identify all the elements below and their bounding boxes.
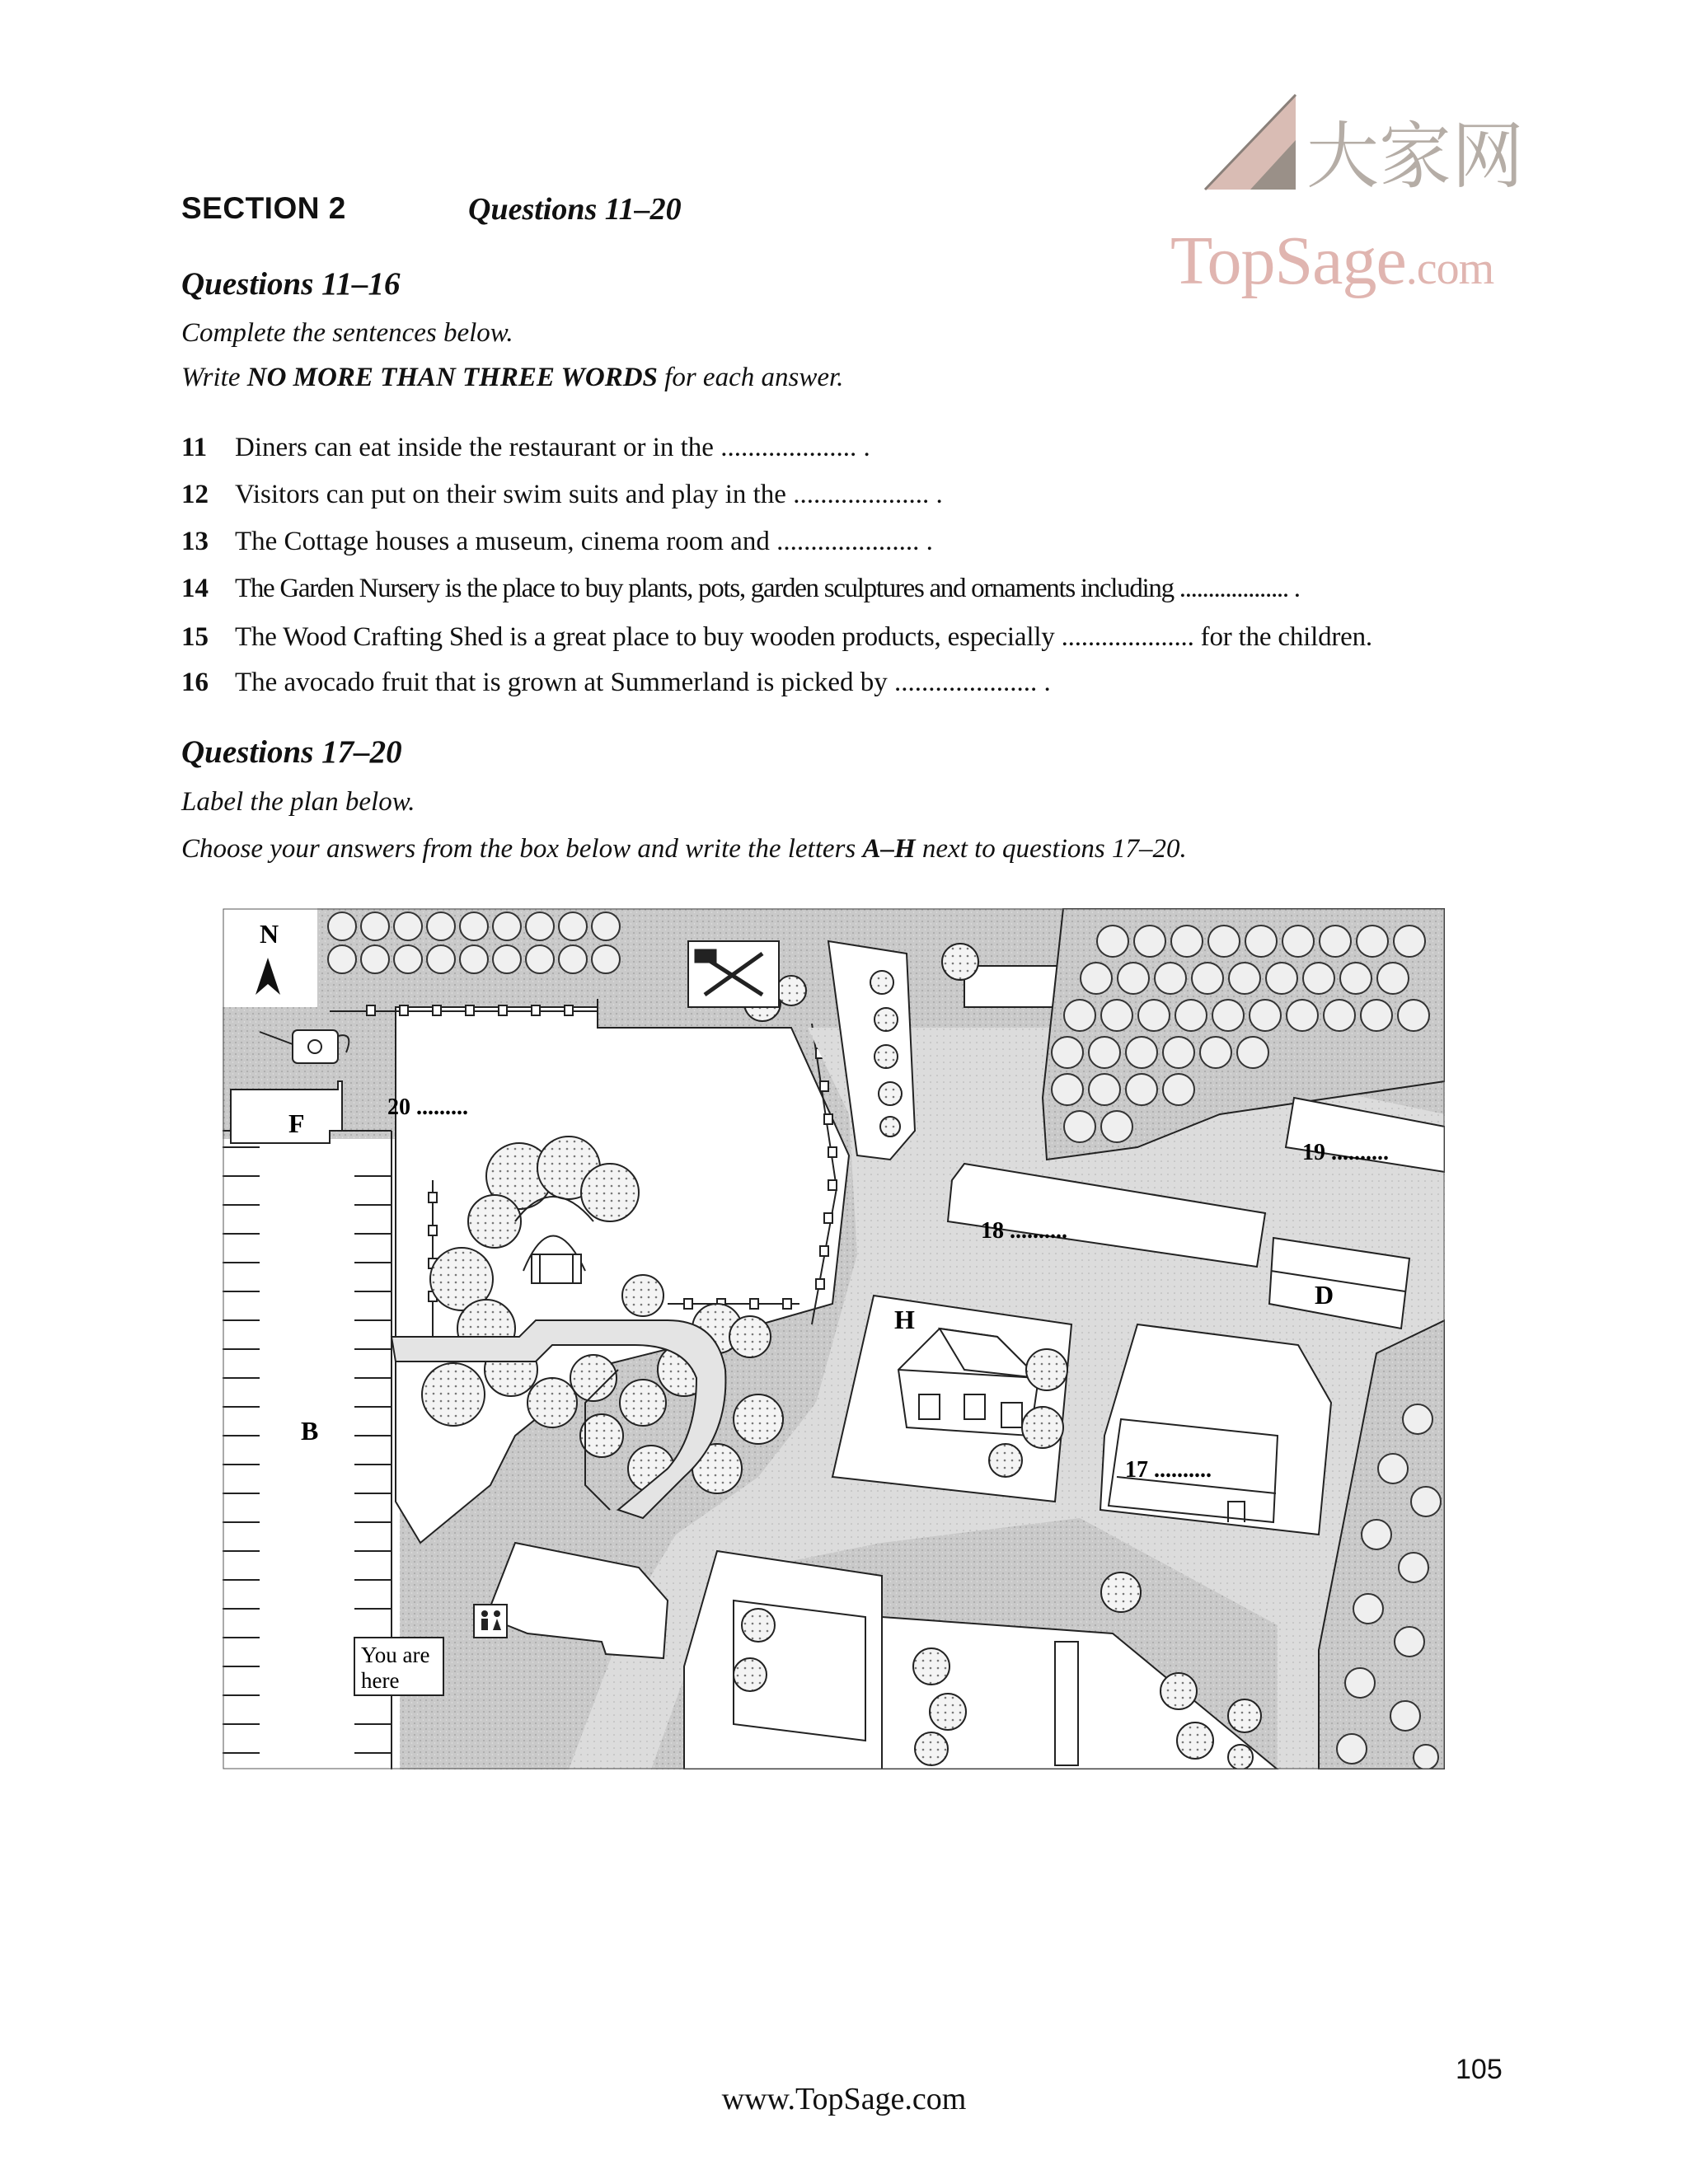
part1-instruction-2-pre: Write <box>181 363 247 392</box>
part2-heading: Questions 17–20 <box>181 734 402 770</box>
question-12-text: Visitors can put on their swim suits and play in the .................... . <box>235 480 943 509</box>
label-b: B <box>301 1416 319 1446</box>
bench-top <box>964 966 1063 1007</box>
question-11-text: Diners can eat inside the restaurant or in the .................... . <box>235 433 870 462</box>
watermark-brand <box>1170 221 1493 301</box>
watermark-brand-name: TopSage <box>1170 223 1406 299</box>
question-16-text: The avocado fruit that is grown at Summerland is picked by ..................... . <box>235 668 1051 697</box>
label-you-are: You are <box>361 1643 430 1667</box>
north-label: N <box>260 919 279 949</box>
part2-instruction-1: Label the plan below. <box>181 787 415 817</box>
long-bench <box>1055 1642 1078 1765</box>
label-here: here <box>361 1668 400 1693</box>
question-12-number: 12 <box>181 480 209 509</box>
label-19: 19 .......... <box>1302 1140 1389 1165</box>
part1-instruction-1: Complete the sentences below. <box>181 318 513 348</box>
watermark-chinese: 大家网 <box>1306 114 1525 199</box>
section-questions-range: Questions 11–20 <box>468 192 682 227</box>
part1-instruction-2-post: for each answer. <box>657 363 844 392</box>
question-14-number: 14 <box>181 574 209 603</box>
part2-instruction-2-post: next to questions 17–20. <box>915 834 1187 864</box>
orchard-top <box>317 908 622 995</box>
label-h: H <box>894 1305 915 1334</box>
question-14-text: The Garden Nursery is the place to buy plants, pots, garden sculptures and ornaments including ................... . <box>235 574 1300 603</box>
part1-heading: Questions 11–16 <box>181 266 401 302</box>
part2-instruction-2-bold: A–H <box>862 834 916 864</box>
watermark-logo-icon <box>1197 91 1304 202</box>
question-13-number: 13 <box>181 527 209 556</box>
label-f: F <box>288 1108 305 1138</box>
watermark-brand-suffix: .com <box>1405 243 1494 294</box>
toilets <box>474 1605 507 1638</box>
label-d: D <box>1315 1280 1334 1310</box>
part1-instruction-2-bold: NO MORE THAN THREE WORDS <box>246 363 658 392</box>
question-16-number: 16 <box>181 668 209 697</box>
question-11-number: 11 <box>181 433 208 462</box>
label-20: 20 ......... <box>387 1094 468 1120</box>
section-title: SECTION 2 <box>181 191 346 225</box>
building-f <box>231 1081 342 1143</box>
question-15-text: The Wood Crafting Shed is a great place to buy wooden products, especially .................... for the children. <box>235 622 1372 652</box>
footer-url: www.TopSage.com <box>721 2082 967 2116</box>
label-17: 17 .......... <box>1125 1457 1212 1483</box>
part1-instruction-2 <box>181 363 843 393</box>
part2-instruction-2-pre: Choose your answers from the box below and write the letters <box>181 834 863 864</box>
question-15-number: 15 <box>181 622 209 652</box>
site-plan-map <box>223 908 1445 1769</box>
tree-top-bench <box>942 944 978 980</box>
question-13-text: The Cottage houses a museum, cinema room and ..................... . <box>235 527 933 556</box>
part2-instruction-2 <box>181 834 1187 865</box>
label-18: 18 .......... <box>981 1218 1067 1244</box>
page-number: 105 <box>1456 2054 1503 2085</box>
